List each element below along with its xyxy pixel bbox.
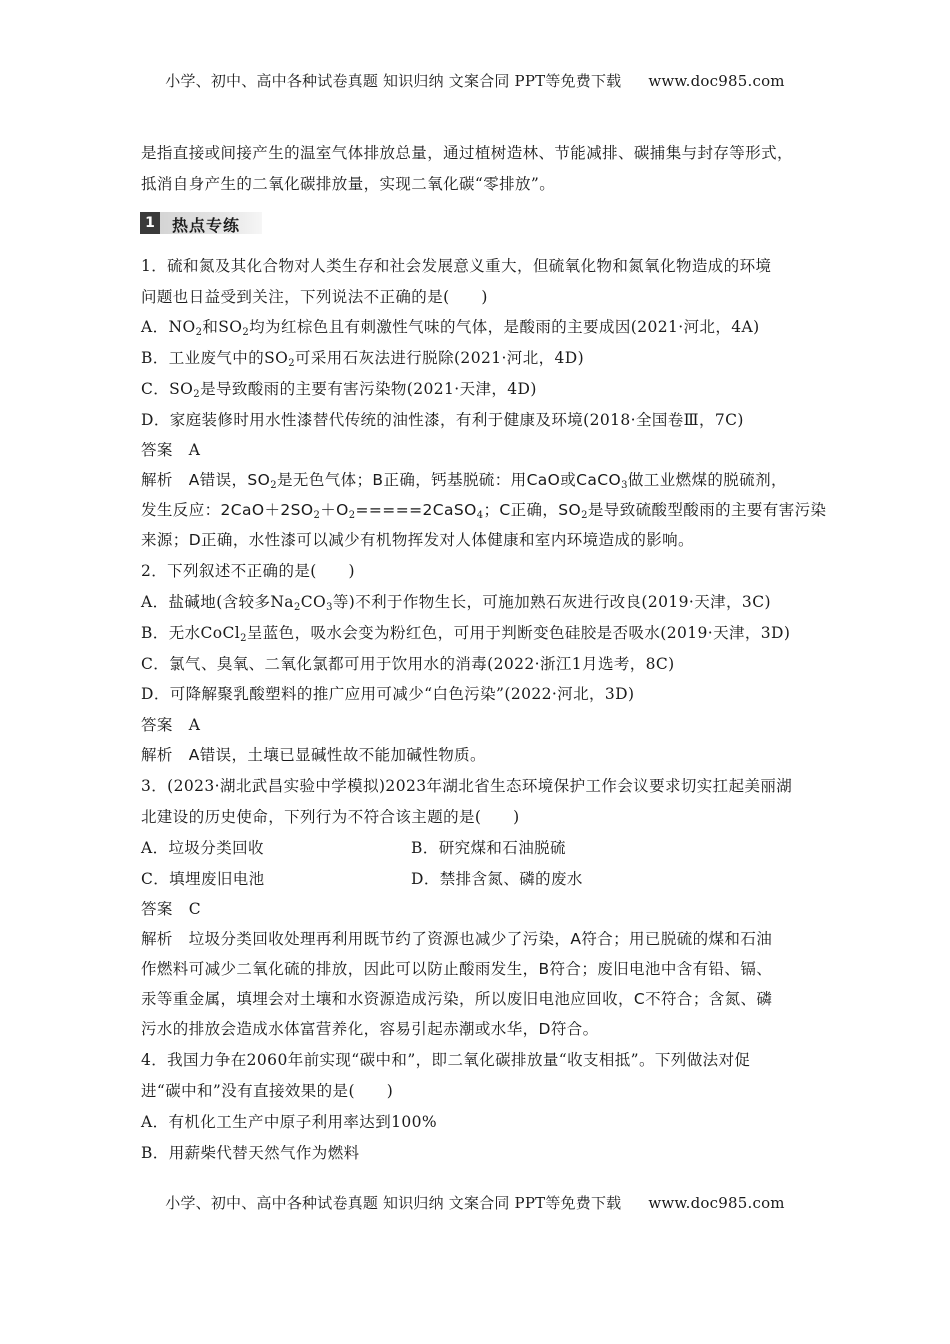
section-title: 热点专练 <box>172 216 241 235</box>
q3-option-d: D．禁排含氮、磷的废水 <box>411 870 583 888</box>
q1-option-c: C．$SO_2$是导致酸雨的主要有害污染物(2021·天津，4D) <box>141 380 537 400</box>
q3-option-a: A．垃圾分类回收 <box>141 839 264 857</box>
q1-option-a: A．$NO_2$和$SO_2$均为红棕色且有刺激性气味的气体，是酸雨的主要成因(2021·河北，4A) <box>141 318 760 338</box>
q1-answer <box>141 440 200 460</box>
footer-text: 小学、初中、高中各种试卷真题 知识归纳 文案合同 PPT等免费下载 <box>165 1194 622 1212</box>
q1-stem-2: 问题也日益受到关注，下列说法不正确的是( ) <box>141 288 488 306</box>
q2-option-c: C．氯气、臭氧、二氧化氯都可用于饮用水的消毒(2022·浙江1月选考，8C) <box>141 655 675 673</box>
analysis-label: 解析 <box>141 930 173 948</box>
answer-label: 答案 <box>141 900 173 918</box>
q3-answer <box>141 899 201 919</box>
q4-stem-2: 进“碳中和”没有直接效果的是( ) <box>141 1082 394 1100</box>
q2-option-d: D．可降解聚乳酸塑料的推广应用可减少“白色污染”(2022·河北，3D) <box>141 685 635 703</box>
q1-analysis-1: 解析 A错误，$SO_2$是无色气体；B正确，钙基脱硫：用CaO或CaCO$_3$做工业燃煤的脱硫剂， <box>141 471 787 491</box>
section-heading <box>140 208 262 236</box>
q3-analysis-3: 汞等重金属，填埋会对土壤和水资源造成污染，所以废旧电池应回收，C不符合；含氮、磷 <box>141 990 773 1008</box>
q3-analysis-4: 污水的排放会造成水体富营养化，容易引起赤潮或水华，D符合。 <box>141 1020 599 1038</box>
answer-label: 答案 <box>141 716 173 734</box>
q4-option-b: B．用薪柴代替天然气作为燃料 <box>141 1144 360 1162</box>
section-number-icon: 1 <box>140 212 160 234</box>
q2-answer <box>141 715 200 735</box>
q1-option-b: B．工业废气中的$SO_2$可采用石灰法进行脱除(2021·河北，4D) <box>141 349 585 369</box>
q2-option-a: A．盐碱地(含较多$Na_2CO_3$等)不利于作物生长，可施加熟石灰进行改良(2019·天津，3C) <box>141 593 771 613</box>
q1-option-d: D．家庭装修时用水性漆替代传统的油性漆，有利于健康及环境(2018·全国卷Ⅲ，7C) <box>141 411 744 429</box>
q3-stem-2: 北建设的历史使命，下列行为不符合该主题的是( ) <box>141 808 520 826</box>
q3-analysis-2: 作燃料可减少二氧化硫的排放，因此可以防止酸雨发生，B符合；废旧电池中含有铅、镉、 <box>141 960 773 978</box>
q4-option-a: A．有机化工生产中原子利用率达到100% <box>141 1113 438 1131</box>
footer-site[interactable]: www.doc985.com <box>648 1194 785 1212</box>
header-site[interactable]: www.doc985.com <box>648 72 785 90</box>
q2-stem: 2．下列叙述不正确的是( ) <box>141 562 355 580</box>
header-text: 小学、初中、高中各种试卷真题 知识归纳 文案合同 PPT等免费下载 <box>165 72 622 90</box>
q1-stem-1: 1．硫和氮及其化合物对人类生存和社会发展意义重大，但硫氧化物和氮氧化物造成的环境 <box>141 257 772 275</box>
q2-analysis: 解析 A错误，土壤已显碱性故不能加碱性物质。 <box>141 746 486 764</box>
page-footer <box>0 1192 950 1213</box>
q3-stem-1: 3．(2023·湖北武昌实验中学模拟)2023年湖北省生态环境保护工作会议要求切实扛起美丽湖 <box>141 777 793 795</box>
page-header <box>0 70 950 91</box>
answer-value: C <box>188 900 201 918</box>
answer-value: A <box>188 716 201 734</box>
q1-analysis-2: 发生反应：$2CaO+2SO_2+O_2=====2CaSO_4$；C正确，$SO_2$是导致硫酸型酸雨的主要有害污染 <box>141 501 827 521</box>
analysis-label: 解析 <box>141 471 173 489</box>
q3-option-b: B．研究煤和石油脱硫 <box>411 839 566 857</box>
intro-line-1: 是指直接或间接产生的温室气体排放总量，通过植树造林、节能减排、碳捕集与封存等形式， <box>141 144 793 162</box>
q3-analysis-1: 解析 垃圾分类回收处理再利用既节约了资源也减少了污染，A符合；用已脱硫的煤和石油 <box>141 930 773 948</box>
analysis-label: 解析 <box>141 746 173 764</box>
q3-option-c: C．填埋废旧电池 <box>141 870 265 888</box>
q1-analysis-3: 来源；D正确，水性漆可以减少有机物挥发对人体健康和室内环境造成的影响。 <box>141 531 694 549</box>
answer-label: 答案 <box>141 441 173 459</box>
q4-stem-1: 4．我国力争在2060年前实现“碳中和”，即二氧化碳排放量“收支相抵”。下列做法对促 <box>141 1051 751 1069</box>
answer-value: A <box>188 441 201 459</box>
q2-option-b: B．无水CoCl$_2$呈蓝色，吸水会变为粉红色，可用于判断变色硅胶是否吸水(2019·天津，3D) <box>141 624 791 644</box>
intro-line-2: 抵消自身产生的二氧化碳排放量，实现二氧化碳“零排放”。 <box>141 175 556 193</box>
